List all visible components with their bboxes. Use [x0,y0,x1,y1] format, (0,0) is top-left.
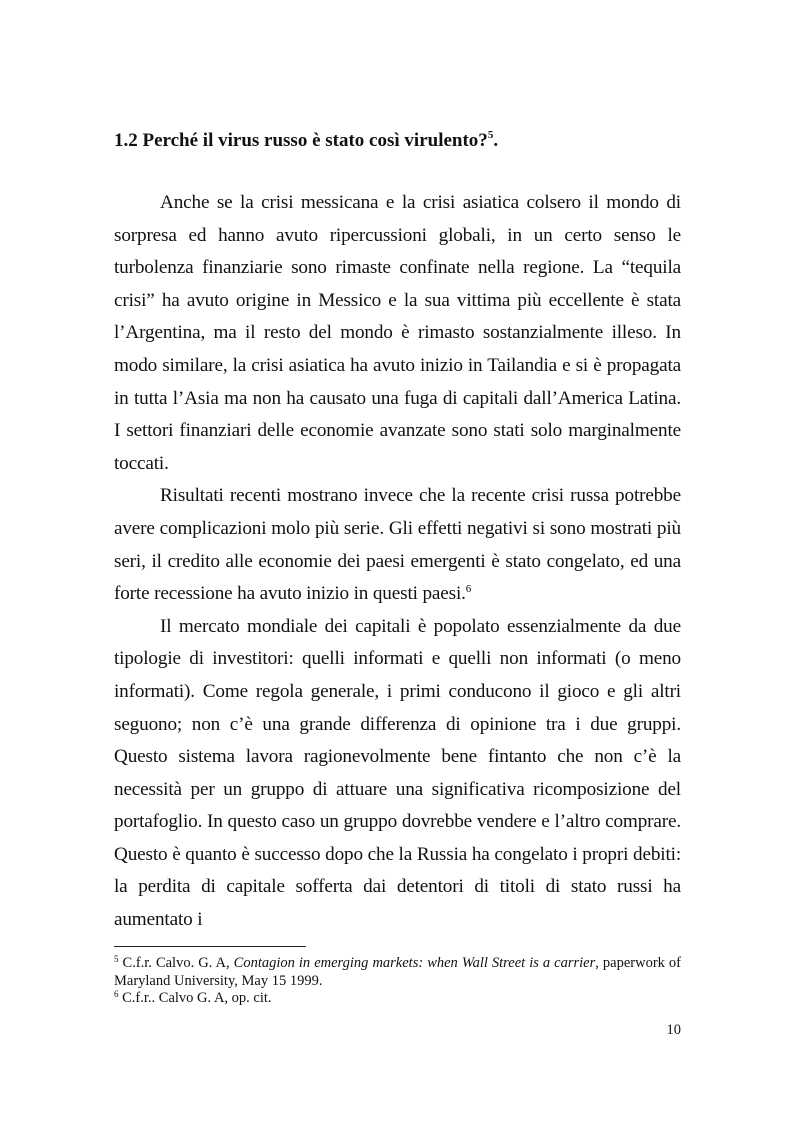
paragraph-text: Il mercato mondiale dei capitali è popolato essenzialmente da due tipologie di investitori: quelli informati e quelli non informati (o meno informati). Come regola generale, i primi conducono il gioco e gli altri seguono; non c’è una grande differenza di opinione tra i due gruppi. Questo sistema lavora ragionevolmente bene fintanto che non c’è la necessità per un gruppo di attuare una significativa ricomposizione del portafoglio. In questo caso un gruppo dovrebbe vendere e l’altro comprare. Questo è quanto è successo dopo che la Russia ha congelato i propri debiti: la perdita di capitale sofferta dai detentori di titoli di stato russi ha aumentato i [114,615,681,931]
footnotes [114,955,681,1008]
body-text [114,187,681,937]
paragraph-3 [114,611,681,937]
footnote-ref-6[interactable]: 6 [465,583,472,596]
page-number: 10 [666,1022,681,1038]
paragraph-1 [114,187,681,480]
footnote-text: , paperwork of Maryland University, May 15 1999. [114,955,681,989]
paragraph-2 [114,480,681,610]
section-heading-text: 1.2 Perché il virus russo è stato così virulento? [114,130,488,151]
section-heading [114,128,694,154]
heading-suffix: . [493,130,499,151]
footnote-divider [114,946,306,947]
footnote-cited-title: Contagion in emerging markets: when Wall Street is a carrier [233,955,596,971]
footnote-text: C.f.r. Calvo. G. A, [118,955,234,971]
heading-footnote-ref[interactable]: 5 [487,129,494,141]
paragraph-text: Anche se la crisi messicana e la crisi asiatica colsero il mondo di sorpresa ed hanno avuto ripercussioni globali, in un certo senso le turbolenza finanziarie sono rimaste confinate nella regione. La “tequila crisi” ha avuto origine in Messico e la sua vittima più eccellente è stata l’Argentina, ma il resto del mondo è rimasto sostanzialmente illeso. In modo similare, la crisi asiatica ha avuto inizio in Tailandia e si è propagata in tutta l’Asia ma non ha causato una fuga di capitali dall’America Latina. I settori finanziari delle economie avanzate sono stati solo marginalmente toccati. [114,192,681,474]
footnote-text: C.f.r.. Calvo G. A, op. cit. [118,990,272,1006]
footnote-6 [114,990,681,1008]
footnote-number: 6 [114,989,119,999]
footnote-number: 5 [114,954,119,964]
paragraph-text: Risultati recenti mostrano invece che la recente crisi russa potrebbe avere complicazioni molo più serie. Gli effetti negativi si sono mostrati più seri, il credito alle economie dei paesi emergenti è stato congelato, ed una forte recessione ha avuto inizio in questi paesi. [114,485,681,605]
footnote-5 [114,955,681,990]
